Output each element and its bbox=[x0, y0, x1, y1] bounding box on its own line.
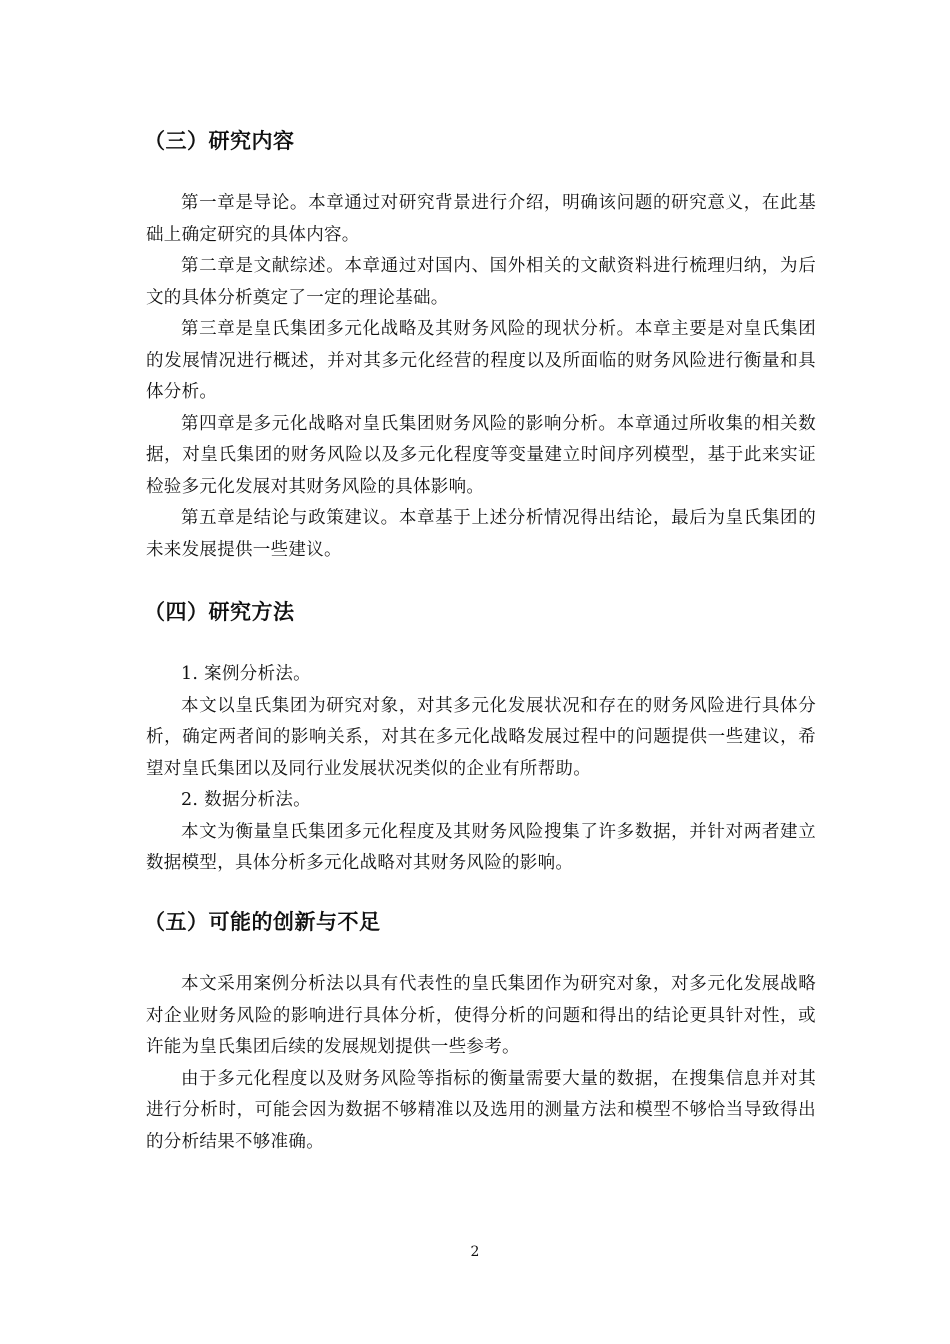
paragraph: 本文以皇氏集团为研究对象，对其多元化发展状况和存在的财务风险进行具体分析，确定两者间的影响关系，对其在多元化战略发展过程中的问题提供一些建议，希望对皇氏集团以及同行业发展状况类似的企业有所帮助。 bbox=[146, 695, 816, 779]
section-research-methods bbox=[146, 597, 816, 880]
paragraph: 第五章是结论与政策建议。本章基于上述分析情况得出结论，最后为皇氏集团的未来发展提供一些建议。 bbox=[146, 508, 816, 560]
section-innovation-and-limitations bbox=[146, 907, 816, 1158]
paragraph: 第一章是导论。本章通过对研究背景进行介绍，明确该问题的研究意义，在此基础上确定研究的具体内容。 bbox=[146, 193, 816, 245]
section-heading: （四）研究方法 bbox=[144, 600, 295, 624]
page-number: 2 bbox=[470, 1244, 480, 1260]
paragraph: 本文为衡量皇氏集团多元化程度及其财务风险搜集了许多数据，并针对两者建立数据模型，具体分析多元化战略对其财务风险的影响。 bbox=[146, 821, 816, 873]
paragraph: 本文采用案例分析法以具有代表性的皇氏集团作为研究对象，对多元化发展战略对企业财务风险的影响进行具体分析，使得分析的问题和得出的结论更具针对性，或许能为皇氏集团后续的发展规划提供一些参考。 bbox=[146, 974, 816, 1057]
section-body bbox=[146, 969, 816, 1158]
paragraph: 1. 案例分析法。 bbox=[181, 664, 311, 684]
paragraph: 第二章是文献综述。本章通过对国内、国外相关的文献资料进行梳理归纳，为后文的具体分析奠定了一定的理论基础。 bbox=[146, 256, 816, 308]
section-heading: （三）研究内容 bbox=[144, 129, 295, 153]
paragraph: 2. 数据分析法。 bbox=[181, 790, 311, 810]
section-body bbox=[146, 659, 816, 880]
paragraph: 第四章是多元化战略对皇氏集团财务风险的影响分析。本章通过所收集的相关数据，对皇氏集团的财务风险以及多元化程度等变量建立时间序列模型，基于此来实证检验多元化发展对其财务风险的具体影响。 bbox=[146, 413, 816, 497]
section-body bbox=[146, 188, 816, 566]
paragraph: 第三章是皇氏集团多元化战略及其财务风险的现状分析。本章主要是对皇氏集团的发展情况进行概述，并对其多元化经营的程度以及所面临的财务风险进行衡量和具体分析。 bbox=[146, 319, 816, 402]
section-heading: （五）可能的创新与不足 bbox=[144, 910, 381, 934]
section-research-content bbox=[146, 126, 816, 566]
paragraph: 由于多元化程度以及财务风险等指标的衡量需要大量的数据，在搜集信息并对其进行分析时，可能会因为数据不够精准以及选用的测量方法和模型不够恰当导致得出的分析结果不够准确。 bbox=[146, 1068, 816, 1152]
